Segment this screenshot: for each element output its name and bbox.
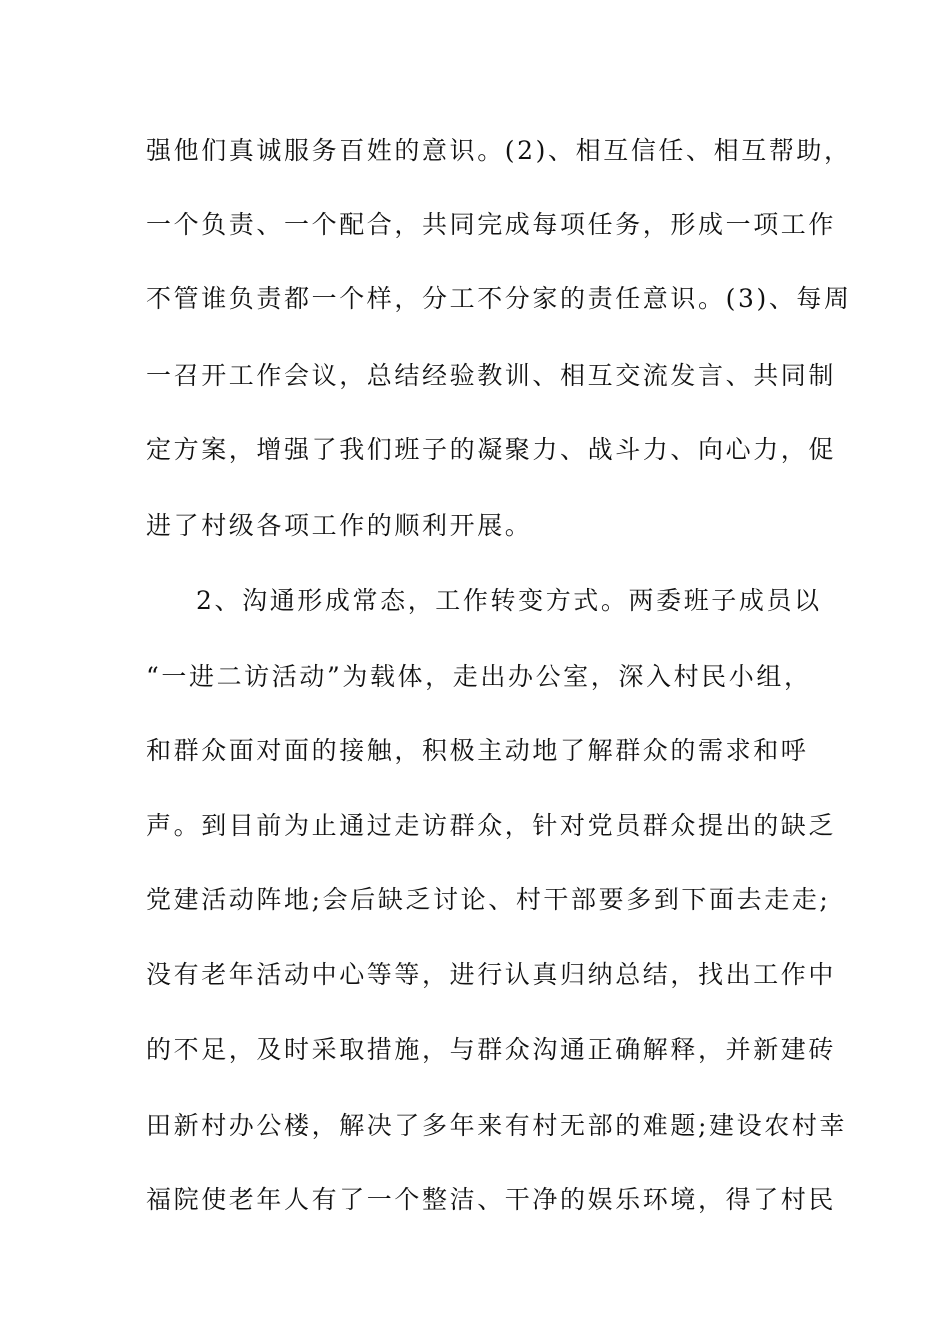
text-line: 一个负责、一个配合，共同完成每项任务，形成一项工作 [146, 210, 837, 239]
text-line: 不管谁负责都一个样，分工不分家的责任意识。(3)、每周 [146, 284, 852, 313]
text-line: 田新村办公楼，解决了多年来有村无部的难题;建设农村幸 [146, 1111, 848, 1140]
text-line: 党建活动阵地;会后缺乏讨论、村干部要多到下面去走走; [146, 885, 831, 914]
text-line: 强他们真诚服务百姓的意识。(2)、相互信任、相互帮助， [146, 136, 852, 165]
text-line: 和群众面对面的接触，积极主动地了解群众的需求和呼 [146, 736, 809, 765]
text-line: 福院使老年人有了一个整洁、干净的娱乐环境，得了村民 [146, 1185, 837, 1214]
text-line: “一进二访活动”为载体，走出办公室，深入村民小组， [146, 662, 812, 691]
text-line: 声。到目前为止通过走访群众，针对党员群众提出的缺乏 [146, 811, 837, 840]
text-line: 进了村级各项工作的顺利开展。 [146, 511, 533, 540]
text-line: 的不足，及时采取措施，与群众沟通正确解释，并新建砖 [146, 1035, 837, 1064]
text-line: 一召开工作会议，总结经验教训、相互交流发言、共同制 [146, 361, 837, 390]
text-line: 定方案，增强了我们班子的凝聚力、战斗力、向心力，促 [146, 435, 837, 464]
text-line: 没有老年活动中心等等，进行认真归纳总结，找出工作中 [146, 960, 837, 989]
paragraph-first-line: 2、沟通形成常态，工作转变方式。两委班子成员以 [196, 586, 822, 615]
